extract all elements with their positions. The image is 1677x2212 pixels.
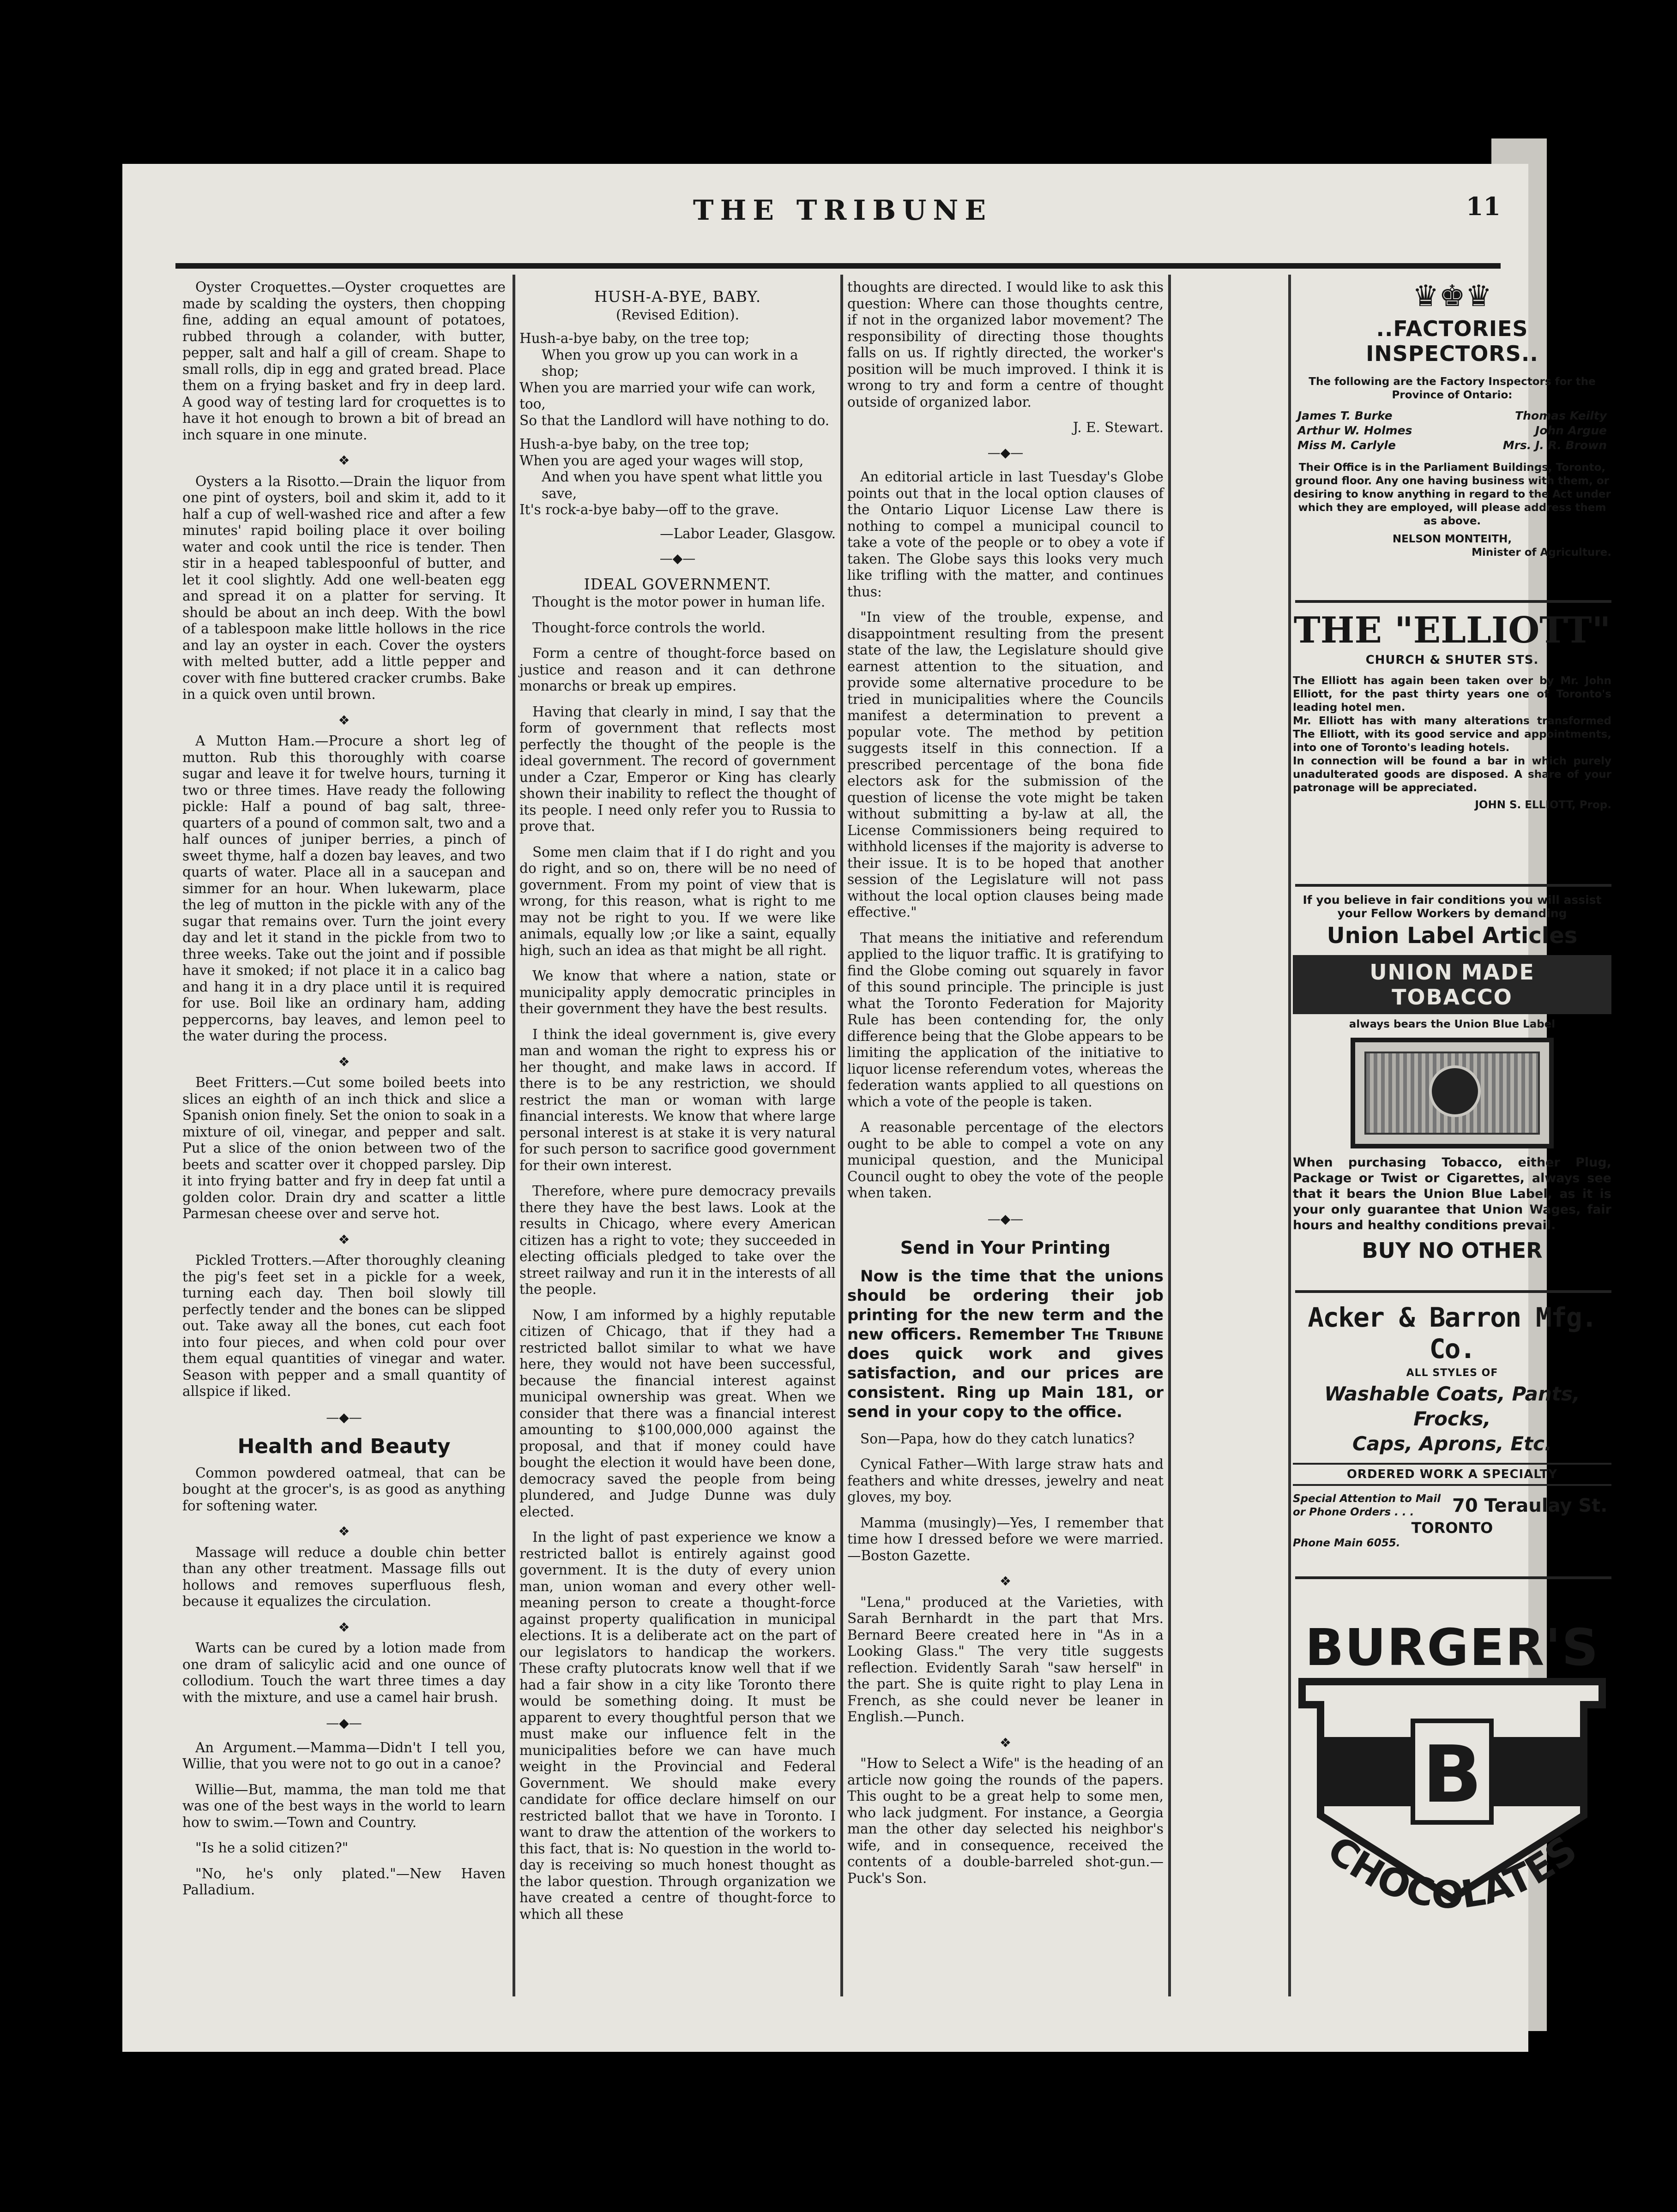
union-seal-icon <box>1429 1065 1481 1117</box>
ad-elliott-hotel <box>1293 609 1611 812</box>
header-rule <box>175 263 1501 269</box>
elliott-proprietor: JOHN S. ELLIOTT, Prop. <box>1475 799 1611 811</box>
dingbat: ❖ <box>338 453 350 468</box>
acker-line-1: Washable Coats, Pants, Frocks, <box>1324 1382 1580 1430</box>
paragraph: Thought-force controls the world. <box>532 619 766 636</box>
separator: —◆— <box>326 1409 362 1425</box>
inspector-name: Arthur W. Holmes <box>1297 424 1412 437</box>
inspector-name: Miss M. Carlyle <box>1297 439 1396 452</box>
factories-intro: The following are the Factory Inspectors for the Province of Ontario: <box>1309 376 1596 401</box>
burger-shield-logo <box>1293 1677 1611 1945</box>
column-news <box>847 279 1164 1896</box>
elliott-title: THE "ELLIOTT" <box>1293 609 1611 651</box>
paragraph: We know that where a nation, state or municipality apply democratic principles in their government they have the best results. <box>519 968 836 1016</box>
separator: —◆— <box>326 1715 362 1731</box>
poem-stanza-1 <box>519 331 836 429</box>
paragraph: Therefore, where pure democracy prevails there they have the best laws. Look at the results in Chicago, where every American citizen has a right to vote; they succeeded in electing officials pledged to take over the street railway and run it in the interests of all the people. <box>519 1183 836 1297</box>
article-beet-fritters: Beet Fritters.—Cut some boiled beets into slices an eighth of an inch thick and slice a Spanish onion finely. Set the onion to soak in a mixture of oil, vinegar, and pepper and salt. Put a slice of the onion between two of the beets and scatter over it chopped parsley. Dip it into frying batter and fry in deep fat until a golden color. Drain dry and scatter a little Parmesan cheese over and serve hot. <box>182 1075 506 1221</box>
joke-citizen-1: "Is he a solid citizen?" <box>195 1840 349 1856</box>
article-pickled-trotters: Pickled Trotters.—After thoroughly cleaning the pig's feet set in a pickle for a week, turning each day. Then boil slowly till perfectly tender and the bones can be slipped out. Take away all the bones, cut each foot into four pieces, and when cold pour over them equal quantities of vinegar and water. Season with pepper and a small quantity of allspice if liked. <box>182 1252 506 1399</box>
article-warts: Warts can be cured by a lotion made from one dram of salicylic acid and one ounce of collodium. Touch the wart three times a day with the mixture, and use a camel hair brush. <box>182 1640 506 1705</box>
article-oysters-risotto: Oysters a la Risotto.—Drain the liquor from one pint of oysters, boil and skim it, add to it half a cup of well-washed rice and after a few minutes' rapid boiling place it over boiling water and cook until the rice is tender. Then stir in a heaped tablespoonful of butter, and let it cool slightly. Add one well-beaten egg and spread it on a platter for serving. It should be about an inch deep. With the bowl of a tablespoon make little hollows in the rice and lay an oyster in each. Cover the oysters with melted butter, add a little pepper and cover with fine buttered cracker crumbs. Bake in a quick oven until brown. <box>182 473 506 702</box>
health-beauty-heading: Health and Beauty <box>237 1435 451 1458</box>
dingbat: ❖ <box>338 1054 350 1070</box>
paragraph: An editorial article in last Tuesday's Globe points out that in the local option clauses of the Ontario Liquor License Law there is nothing to compel a municipal council to take a vote of the people or to obey a vote if taken. The Globe says this looks very much like trifling with the matter, and continues thus: <box>847 469 1164 600</box>
joke-argument-2: Willie—But, mamma, the man told me that was one of the best ways in the world to learn how to swim.—Town and Country. <box>182 1781 506 1830</box>
ad-divider <box>1295 1576 1611 1579</box>
dingbat: ❖ <box>999 1735 1012 1750</box>
poem-line: Hush-a-bye baby, on the tree top; <box>519 331 750 346</box>
inspector-names <box>1297 409 1607 453</box>
inspector-name: John Argue <box>1535 424 1607 437</box>
acker-title: Acker & Barron Mfg. Co. <box>1308 1302 1597 1364</box>
poem-credit: —Labor Leader, Glasgow. <box>660 525 836 541</box>
inspector-name: James T. Burke <box>1297 409 1393 422</box>
article-mutton-ham: A Mutton Ham.—Procure a short leg of mutton. Rub this thoroughly with coarse sugar and leave it for twelve hours, turning it two or three times. Have ready the following pickle: Half a pound of bag salt, three-quarters of a pound of common salt, two and a half ounces of juniper berries, a pinch of sweet thyme, half a dozen bay leaves, and two quarts of water. Place all in a saucepan and simmer for an hour. When lukewarm, place the leg of mutton in the pickle with any of the sugar that remains over. Turn the joint every day and let it stand in the pickle from two to three weeks. Take out the joint and if possible have it smoked; if not place it in a calico bag and hang it in a dry place until it is required for use. Boil like an ordinary ham, adding peppercorns, bay leaves, and lemon peel to the water during the process. <box>182 733 506 1044</box>
article-oyster-croquettes: Oyster Croquettes.—Oyster croquettes are made by scalding the oysters, then chopping fine, adding an equal amount of potatoes, rubbed through a colander, with butter, pepper, salt and half a gill of cream. Shape to small rolls, dip in egg and grated bread. Place them on a frying basket and fry in deep lard. A good way of testing lard for croquettes is to have it hot enough to brown a bit of bread an inch square in one minute. <box>182 279 506 443</box>
paragraph: Some men claim that if I do right and you do right, and so on, there will be no need of government. From my point of view that is wrong, for this reason, what is right to me may not be right to you. If we were like animals, equally low ;or like a saint, equally high, such an idea as that might be all right. <box>519 844 836 958</box>
burger-wordmark: BURGER'S <box>1305 1618 1599 1677</box>
page-number: 11 <box>1466 192 1501 221</box>
poem-line: It's rock-a-bye baby—off to the grave. <box>519 502 779 517</box>
elliott-address: CHURCH & SHUTER STS. <box>1365 653 1539 667</box>
paragraph: Form a centre of thought-force based on justice and reason and it can dethrone monarchs or break up empires. <box>519 645 836 694</box>
ideal-government-heading: IDEAL GOVERNMENT. <box>584 575 772 593</box>
paragraph: I think the ideal government is, give every man and woman the right to express his or her thought, and make laws in accord. If there is to be any restriction, we should restrict the man or woman with large financial interests. We know that where large personal interest is at stake it is very natural for such person to sacrifice good government for their own interest. <box>519 1026 836 1173</box>
article-oatmeal: Common powdered oatmeal, that can be bought at the grocer's, is as good as anything for softening water. <box>182 1465 506 1514</box>
newspaper-page <box>122 164 1611 2052</box>
ad-factories-inspectors <box>1293 279 1611 559</box>
joke-argument-1: An Argument.—Mamma—Didn't I tell you, Willie, that you were not to go out in a canoe? <box>182 1739 506 1772</box>
paragraph: In the light of past experience we know a restricted ballot is entirely against good government. It is the duty of every union man, union woman and every other well-meaning person to create a thought-force against property qualification in municipal elections. It is a deliberate act on the part of our legislators to handicap the workers. These crafty plutocrats know well that if we had a fair show in a city like Toronto there would be something doing. It must be apparent to every thoughtful person that we must make our influence felt in the municipalities before we can have much weight in the Provincial and Federal Government. We should make every candidate for office declare himself on our restricted ballot that we have in Toronto. I want to draw the attention of the workers to this fact, that is: No question in the world to-day is receiving so much honest thought as the labor question. Through organization we have created a centre of thought-force to which all these <box>519 1529 836 1922</box>
inspector-name: Thomas Keilty <box>1515 409 1607 422</box>
union-line-2: always bears the Union Blue Label <box>1349 1018 1556 1030</box>
column-rule-2 <box>840 275 843 1996</box>
article-massage: Massage will reduce a double chin better than any other treatment. Massage fills out hollows and removes superfluous flesh, because it equalizes the circulation. <box>182 1544 506 1609</box>
ad-divider <box>1295 884 1611 887</box>
poem-line: When you are married your wife can work, too, <box>519 379 816 412</box>
acker-line-2: Caps, Aprons, Etc. <box>1352 1432 1552 1455</box>
column-editorial <box>519 279 836 1932</box>
poem-line: When you are aged your wages will stop, <box>519 452 804 469</box>
dingbat: ❖ <box>338 1619 350 1635</box>
page-header <box>122 192 1528 256</box>
dingbat: ❖ <box>338 1232 350 1247</box>
burger-chocolates-word: CHOCOLATES <box>1319 1827 1585 1917</box>
crown-icon: ♛♚♛ <box>1412 279 1492 313</box>
paragraph: Son—Papa, how do they catch lunatics? <box>860 1431 1135 1447</box>
union-line-1: If you believe in fair conditions you will assist your Fellow Workers by demanding <box>1303 893 1602 920</box>
factories-office: Their Office is in the Parliament Buildings, Toronto, ground floor. Any one having business with them, or desiring to know anything in regard to the Act under which they are employed, will please address them as above. <box>1293 462 1611 527</box>
paragraph: Cynical Father—With large straw hats and feathers and white dresses, jewelry and neat gloves, my boy. <box>847 1456 1164 1505</box>
paragraph: "Lena," produced at the Varieties, with Sarah Bernhardt in the part that Mrs. Bernard Beere created here in "As in a Looking Glass." The very title suggests reflection. Evidently Sarah "saw herself" in the part. She is quite right to play Lena in French, as she could never be leaner in English.—Punch. <box>847 1594 1164 1725</box>
poem-line: When you grow up you can work in a shop; <box>542 347 798 379</box>
elliott-text-3: In connection will be found a bar in which purely unadulterated goods are disposed. A share of your patronage will be appreciated. <box>1293 755 1611 794</box>
acker-address-row <box>1293 1492 1611 1519</box>
factories-signer-title: Minister of Agriculture. <box>1472 547 1611 559</box>
paragraph: Having that clearly in mind, I say that the form of government that reflects most perfectly the thought of the people is the ideal government. The record of government under a Czar, Emperor or King has clearly shown their inability to reflect the thought of its people. I need only refer you to Russia to prove that. <box>519 703 836 834</box>
printing-notice <box>847 1267 1164 1422</box>
printing-text-b: does quick work and gives satisfaction, and our prices are consistent. Ring up Main 181, or send in your copy to the office. <box>847 1344 1164 1421</box>
poem-subtitle: (Revised Edition). <box>616 307 739 323</box>
union-tobacco-banner: UNION MADE TOBACCO <box>1293 955 1611 1014</box>
paragraph: Now, I am informed by a highly reputable citizen of Chicago, that if they had a restricted ballot similar to what we have here, they would not have been successful, because the financial interest against municipal ownership was great. When we consider that there was a financial interest amounting to $100,000,000 against the proposal, and that if money could have bought the election it would have been done, democracy saved the people from being plundered, and Judge Dunne was duly elected. <box>519 1307 836 1520</box>
masthead-title: THE TRIBUNE <box>693 194 993 227</box>
separator: —◆— <box>987 445 1024 460</box>
printing-text-a: Now is the time that the unions should be ordering their job printing for the new term and the new officers. Remember <box>847 1267 1164 1344</box>
acker-ordered: ORDERED WORK A SPECIALTY <box>1293 1463 1611 1486</box>
column-rule-3 <box>1168 275 1171 1996</box>
dingbat: ❖ <box>999 1574 1012 1589</box>
burger-letter: B <box>1422 1729 1482 1821</box>
dingbat: ❖ <box>338 712 350 728</box>
printing-tribune: The Tribune <box>1071 1325 1164 1344</box>
dingbat: ❖ <box>338 1524 350 1539</box>
ad-burgers-chocolates <box>1293 1618 1611 1978</box>
paragraph: thoughts are directed. I would like to ask this question: Where can those thoughts centre, if not in the organized labor movement? The responsibility of directing those thoughts falls on us. If rightly directed, the worker's position will be much improved. I think it is wrong to try and form a centre of thought outside of organized labor. <box>847 279 1164 410</box>
poem-line: Hush-a-bye baby, on the tree top; <box>519 436 750 452</box>
acker-special: Special Attention to Mail or Phone Orders . . . <box>1293 1493 1441 1518</box>
author-signature: J. E. Stewart. <box>1073 420 1164 435</box>
acker-phone: Phone Main 6055. <box>1293 1537 1400 1549</box>
paragraph: Thought is the motor power in human life. <box>532 594 826 610</box>
paragraph: "In view of the trouble, expense, and disappointment resulting from the present state of the law, the Legislature should give earnest attention to the situation, and provide some alternative procedure to be tried in municipalities where the Councils manifest a determination to prevent a popular vote. The method by petition suggests itself in this connection. If a prescribed percentage of the bona fide electors ask for the submission of the question of license the vote might be taken without submitting a by-law at all, the License Commissioners being required to withhold licenses if the majority is adverse to their issue. It is to be hoped that another session of the Legislature will not pass without the local option clauses being made effective." <box>847 609 1164 920</box>
paragraph: "How to Select a Wife" is the heading of an article now going the rounds of the papers. This ought to be a great help to some men, who lack judgment. For instance, a Georgia man the other day selected his neighbor's wife, and in consequence, received the contents of a double-barreled shot-gun.—Puck's Son. <box>847 1755 1164 1886</box>
union-label-image <box>1351 1038 1554 1148</box>
acker-city: TORONTO <box>1411 1519 1493 1537</box>
inspector-name: Mrs. J. R. Brown <box>1502 439 1607 452</box>
paragraph: A reasonable percentage of the electors ought to be able to compel a vote on any municipal question, and the Municipal Council ought to obey the vote of the people when taken. <box>847 1119 1164 1201</box>
factories-signer: NELSON MONTEITH, <box>1392 533 1512 545</box>
union-buy-no-other: BUY NO OTHER <box>1362 1238 1543 1263</box>
column-rule-1 <box>513 275 515 1996</box>
ad-divider <box>1295 1290 1611 1293</box>
column-recipes <box>182 279 506 1908</box>
factories-title: ..FACTORIES INSPECTORS.. <box>1366 316 1538 366</box>
poem-title: HUSH-A-BYE, BABY. <box>594 288 761 306</box>
poem-line: And when you have spent what little you save, <box>542 469 823 501</box>
elliott-text-2: Mr. Elliott has with many alterations transformed The Elliott, with its good service and appointments, into one of Toronto's leading hotels. <box>1293 715 1611 754</box>
elliott-text-1: The Elliott has again been taken over by Mr. John Elliott, for the past thirty years one of Toronto's leading hotel men. <box>1293 675 1611 714</box>
paragraph: That means the initiative and referendum applied to the liquor traffic. It is gratifying to find the Globe coming out squarely in favor of this sound principle. The principle is just what the Toronto Federation for Majority Rule has been contending for, the only difference being that the Globe appears to be limiting the application of the initiative to liquor license referendum votes, whereas the federation wants applied to all questions on which a vote of the people is taken. <box>847 930 1164 1110</box>
ad-divider <box>1295 600 1611 603</box>
acker-styles: ALL STYLES OF <box>1406 1367 1498 1379</box>
column-rule-4 <box>1288 275 1291 1996</box>
acker-address: 70 Teraulay St. <box>1452 1495 1608 1516</box>
separator: —◆— <box>987 1211 1024 1226</box>
union-text: When purchasing Tobacco, either Plug, Package or Twist or Cigarettes, always see that it bears the Union Blue Label, as it is your only guarantee that Union Wages, fair hours and healthy conditions prevail. <box>1293 1155 1611 1232</box>
union-title: Union Label Articles <box>1327 923 1578 949</box>
separator: —◆— <box>659 551 696 566</box>
paragraph: Mamma (musingly)—Yes, I remember that time how I dressed before we were married.—Boston Gazette. <box>847 1515 1164 1563</box>
ad-union-label <box>1293 893 1611 1268</box>
poem-stanza-2 <box>519 436 836 518</box>
ad-acker-barron <box>1293 1302 1611 1550</box>
send-printing-heading: Send in Your Printing <box>900 1238 1111 1258</box>
joke-citizen-2: "No, he's only plated."—New Haven Palladium. <box>182 1865 506 1898</box>
poem-line: So that the Landlord will have nothing to do. <box>519 412 830 428</box>
